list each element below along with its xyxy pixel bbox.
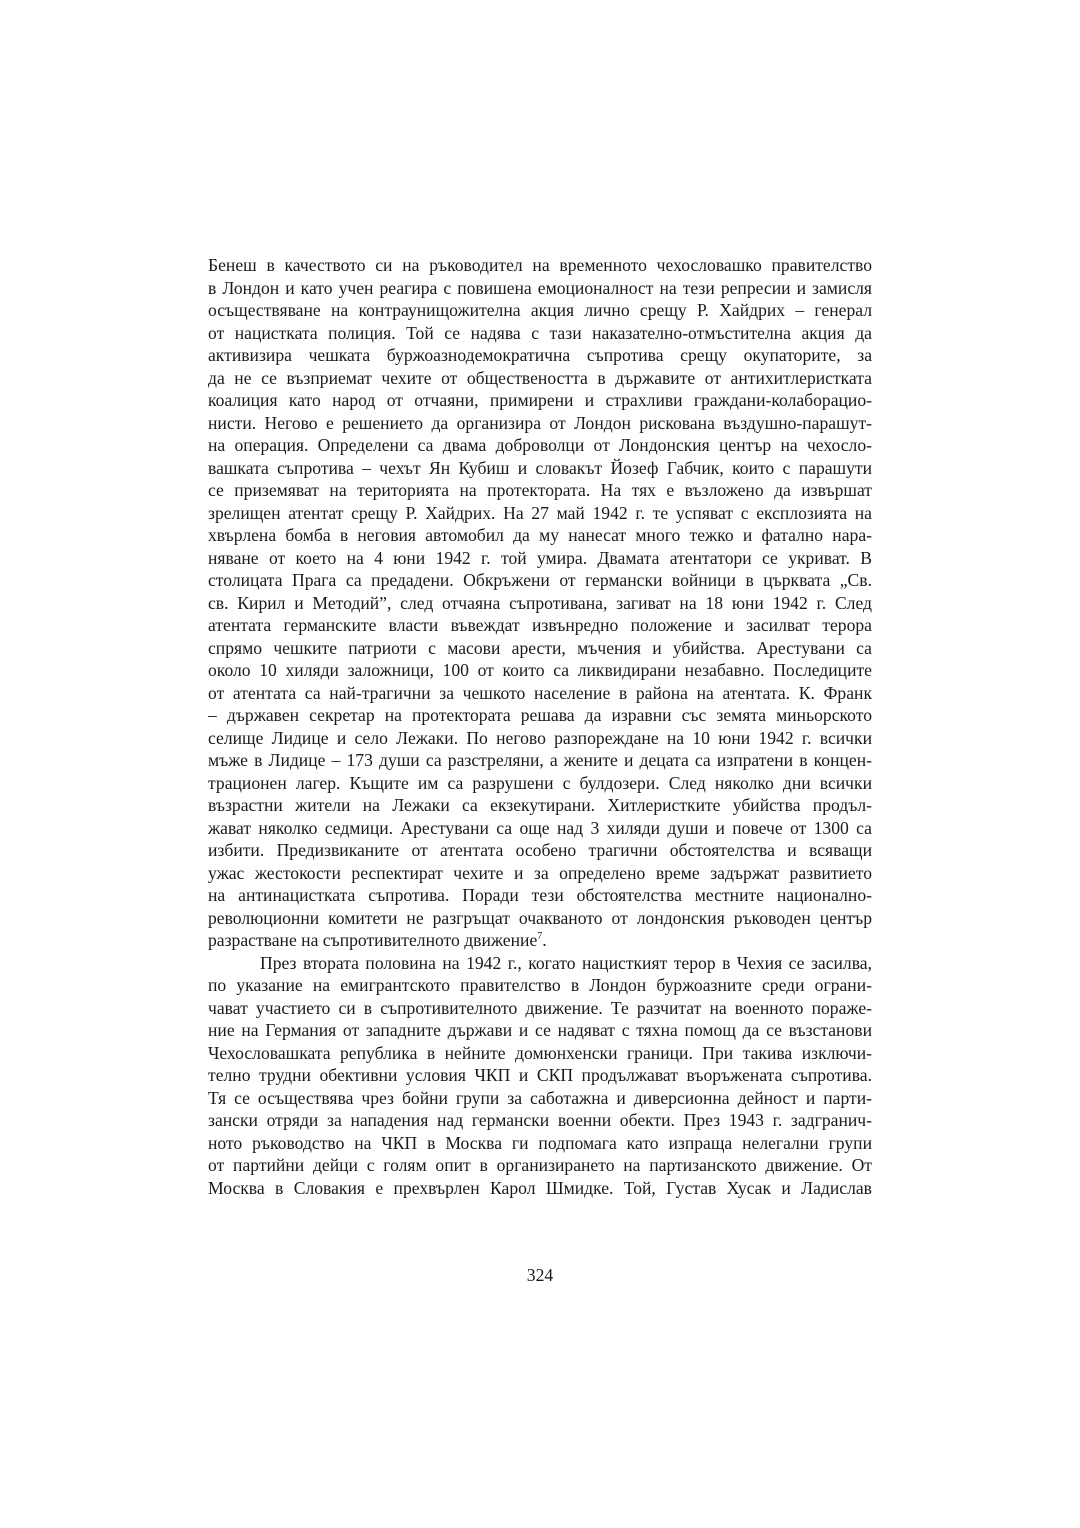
text-line: столицата Прага са предадени. Обкръжени от германски войници в църквата „Св. (208, 570, 872, 590)
text-line: избити. Предизвиканите от атентата особено трагични обстоятелства и всяващи (208, 840, 872, 860)
text-line: ното ръководство на ЧКП в Москва ги подпомага като изпраща нелегални групи (208, 1132, 872, 1153)
body-text (208, 254, 872, 1199)
text-line: ние на Германия от западните държави и се надяват с тяхна помощ да се възстанови (208, 1020, 872, 1040)
text-line: През втората половина на 1942 г., когато нацисткият терор в Чехия се засилва, (260, 952, 872, 973)
text-line: коалиция като народ от отчаяни, примирени и страхливи граждани-колаборацио- (208, 390, 872, 410)
text-line: св. Кирил и Методий”, след отчаяна съпротивана, загиват на 18 юни 1942 г. След (208, 592, 872, 613)
text-line: Бенеш в качеството си на ръководител на временното чехословашко правителство (208, 255, 872, 275)
text-line: разрастване на съпротивителното движение$^7$. (208, 930, 547, 950)
text-line: хвърлена бомба в неговия автомобил да му нанесат много тежко и фатално нара- (208, 525, 872, 545)
text-line: от партийни дейци с голям опит в организирането на партизанското движение. От (208, 1155, 872, 1175)
text-line: трационен лагер. Къщите им са разрушени с булдозери. След няколко дни всички (208, 772, 872, 793)
paragraph-heydrich-assassination (208, 254, 872, 952)
text-line: на операция. Определени са двама доброволци от Лондонския център на чехосло- (208, 435, 872, 455)
text-line: активизира чешката буржоазнодемократична съпротива срещу окупаторите, за (208, 345, 872, 365)
text-line: от нацистката полиция. Той се надява с тази наказателно-отмъстителна акция да (208, 322, 872, 343)
trailing-punctuation: . (542, 930, 547, 950)
text-line: около 10 хиляди заложници, 100 от които са ликвидирани незабавно. Последиците (208, 660, 872, 680)
text-line: нисти. Негово е решението да организира от Лондон рискована въздушно-парашут- (208, 412, 872, 433)
text-line: се приземяват на територията на протектората. На тях е възложено да извършат (208, 480, 872, 500)
footnote-marker: 7 (537, 931, 543, 943)
text-line: възрастни жители на Лежаки са екзекутирани. Хитлеристките убийства продъл- (208, 795, 872, 815)
text-line: осъществяване на контраунищожителна акция лично срещу Р. Хайдрих – генерал (208, 300, 872, 320)
text-line: да не се възприемат чехите от обществеността в държавите от антихитлеристката (208, 367, 872, 388)
text-line: жават няколко седмици. Арестувани са още над 3 хиляди души и повече от 1300 са (208, 817, 872, 838)
text-line: по указание на емигрантското правителство в Лондон буржоазните среди ограни- (208, 975, 872, 995)
text-line: Чехословашката република в нейните домюнхенски граници. При такива изключи- (208, 1042, 872, 1063)
text-line: атентата германските власти въвеждат извънредно положение и засилват терора (208, 615, 872, 635)
text-line: вашката съпротива – чехът Ян Кубиш и словакът Йозеф Габчик, които с парашути (208, 457, 872, 478)
text-line: в Лондон и като учен реагира с повишена емоционалност на тези репресии и замисля (208, 277, 872, 298)
text-line: зрелищен атентат срещу Р. Хайдрих. На 27 май 1942 г. те успяват с експлозията на (208, 502, 872, 523)
text-line: ужас жестокости респектират чехите и за определено време задържат развитието (208, 862, 872, 883)
text-line: телно трудни обективни условия ЧКП и СКП продължават въоръжената съпротива. (208, 1065, 872, 1085)
text-line: спрямо чешките патриоти с масови арести, мъчения и убийства. Арестувани са (208, 637, 872, 658)
text-line: няване от което на 4 юни 1942 г. той умира. Двамата атентатори се укриват. В (208, 547, 872, 568)
text-line: Тя се осъществява чрез бойни групи за саботажна и диверсионна дейност и парти- (208, 1087, 872, 1108)
text-line: зански отряди за нападения над германски военни обекти. През 1943 г. задгранич- (208, 1110, 872, 1130)
page-number: 324 (526, 1265, 554, 1285)
text-line: на антинацистката съпротива. Поради тези обстоятелства местните национално- (208, 885, 872, 905)
text-line: Москва в Словакия е прехвърлен Карол Шмидке. Той, Густав Хусак и Ладислав (208, 1177, 872, 1198)
text-line: революционни комитети не разгръщат очакваното от лондонския ръководен център (208, 907, 872, 928)
text-line: чават участието си в съпротивителното движение. Те разчитат на военното пораже- (208, 997, 872, 1018)
text-line: мъже в Лидице – 173 души са разстреляни, а жените и децата са изпратени в концен- (208, 750, 872, 770)
text-line: от атентата са най-трагични за чешкото население в района на атентата. К. Франк (208, 682, 872, 703)
text-line: селище Лидице и село Лежаки. По негово разпореждане на 10 юни 1942 г. всички (208, 727, 872, 748)
text-line: – държавен секретар на протектората решава да изравни със земята миньорското (208, 705, 872, 725)
paragraph-resistance-1942 (208, 952, 872, 1200)
